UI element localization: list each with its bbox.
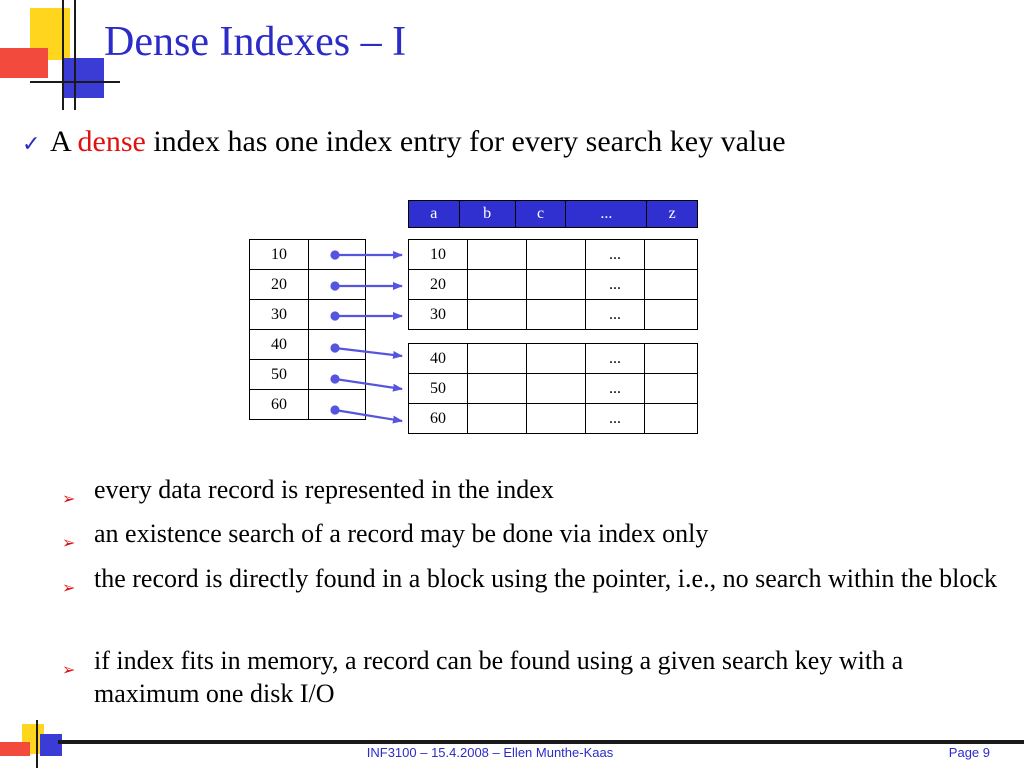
footer-decoration-blue: [40, 734, 62, 756]
record-cell: ...: [586, 344, 645, 374]
record-cell: ...: [586, 374, 645, 404]
footer-text: INF3100 – 15.4.2008 – Ellen Munthe-Kaas: [366, 745, 614, 760]
index-key: 10: [250, 240, 309, 270]
record-cell: 10: [409, 240, 468, 270]
sub-bullet-text: if index fits in memory, a record can be found using a given search key with a maximum one disk I/O: [94, 646, 904, 708]
bullet-arrow-icon: ➢: [62, 578, 76, 597]
footer-decoration-red: [0, 742, 30, 756]
pointer-arrow: [335, 348, 402, 356]
pointer-dot: [332, 283, 339, 290]
bullet-arrow-icon: ➢: [62, 533, 76, 552]
main-bullet-prefix: A: [50, 125, 78, 158]
bullet-arrow-icon: ➢: [62, 660, 76, 679]
record-cell: 40: [409, 344, 468, 374]
header-cell: a: [409, 201, 460, 228]
sub-bullet-text: every data record is represented in the index: [94, 475, 554, 504]
pointer-arrow: [335, 379, 402, 389]
record-cell: ...: [586, 404, 645, 434]
pointer-dot: [332, 252, 339, 259]
index-key: 20: [250, 270, 309, 300]
main-bullet-highlight: dense: [77, 125, 146, 158]
bullet-arrow-icon: ➢: [62, 489, 76, 508]
index-key: 30: [250, 300, 309, 330]
footer-divider: [58, 740, 1024, 744]
index-key: 60: [250, 390, 309, 420]
pointer-dot: [332, 407, 339, 414]
index-key: 50: [250, 360, 309, 390]
record-cell: 20: [409, 270, 468, 300]
header-cell: z: [647, 201, 698, 228]
main-bullet-suffix: index has one index entry for every search key value: [145, 125, 786, 158]
pointer-dot: [332, 313, 339, 320]
record-cell: 50: [409, 374, 468, 404]
pointer-dot: [332, 345, 339, 352]
checkmark-icon: ✓: [22, 132, 41, 157]
pointer-dot: [332, 376, 339, 383]
sub-bullet-text: the record is directly found in a block using the pointer, i.e., no search within the block: [94, 564, 997, 593]
header-cell: b: [459, 201, 515, 228]
record-cell: 60: [409, 404, 468, 434]
record-cell: ...: [586, 270, 645, 300]
page-title: Dense Indexes – I: [104, 19, 407, 65]
sub-bullet-text: an existence search of a record may be done via index only: [94, 519, 709, 548]
footer-decoration-vertical-line: [36, 720, 38, 768]
record-cell: 30: [409, 300, 468, 330]
page-number: Page 9: [948, 745, 990, 760]
index-key: 40: [250, 330, 309, 360]
record-cell: ...: [586, 240, 645, 270]
pointer-arrow: [335, 410, 402, 421]
header-cell: c: [515, 201, 566, 228]
header-cell: ...: [566, 201, 647, 228]
record-cell: ...: [586, 300, 645, 330]
